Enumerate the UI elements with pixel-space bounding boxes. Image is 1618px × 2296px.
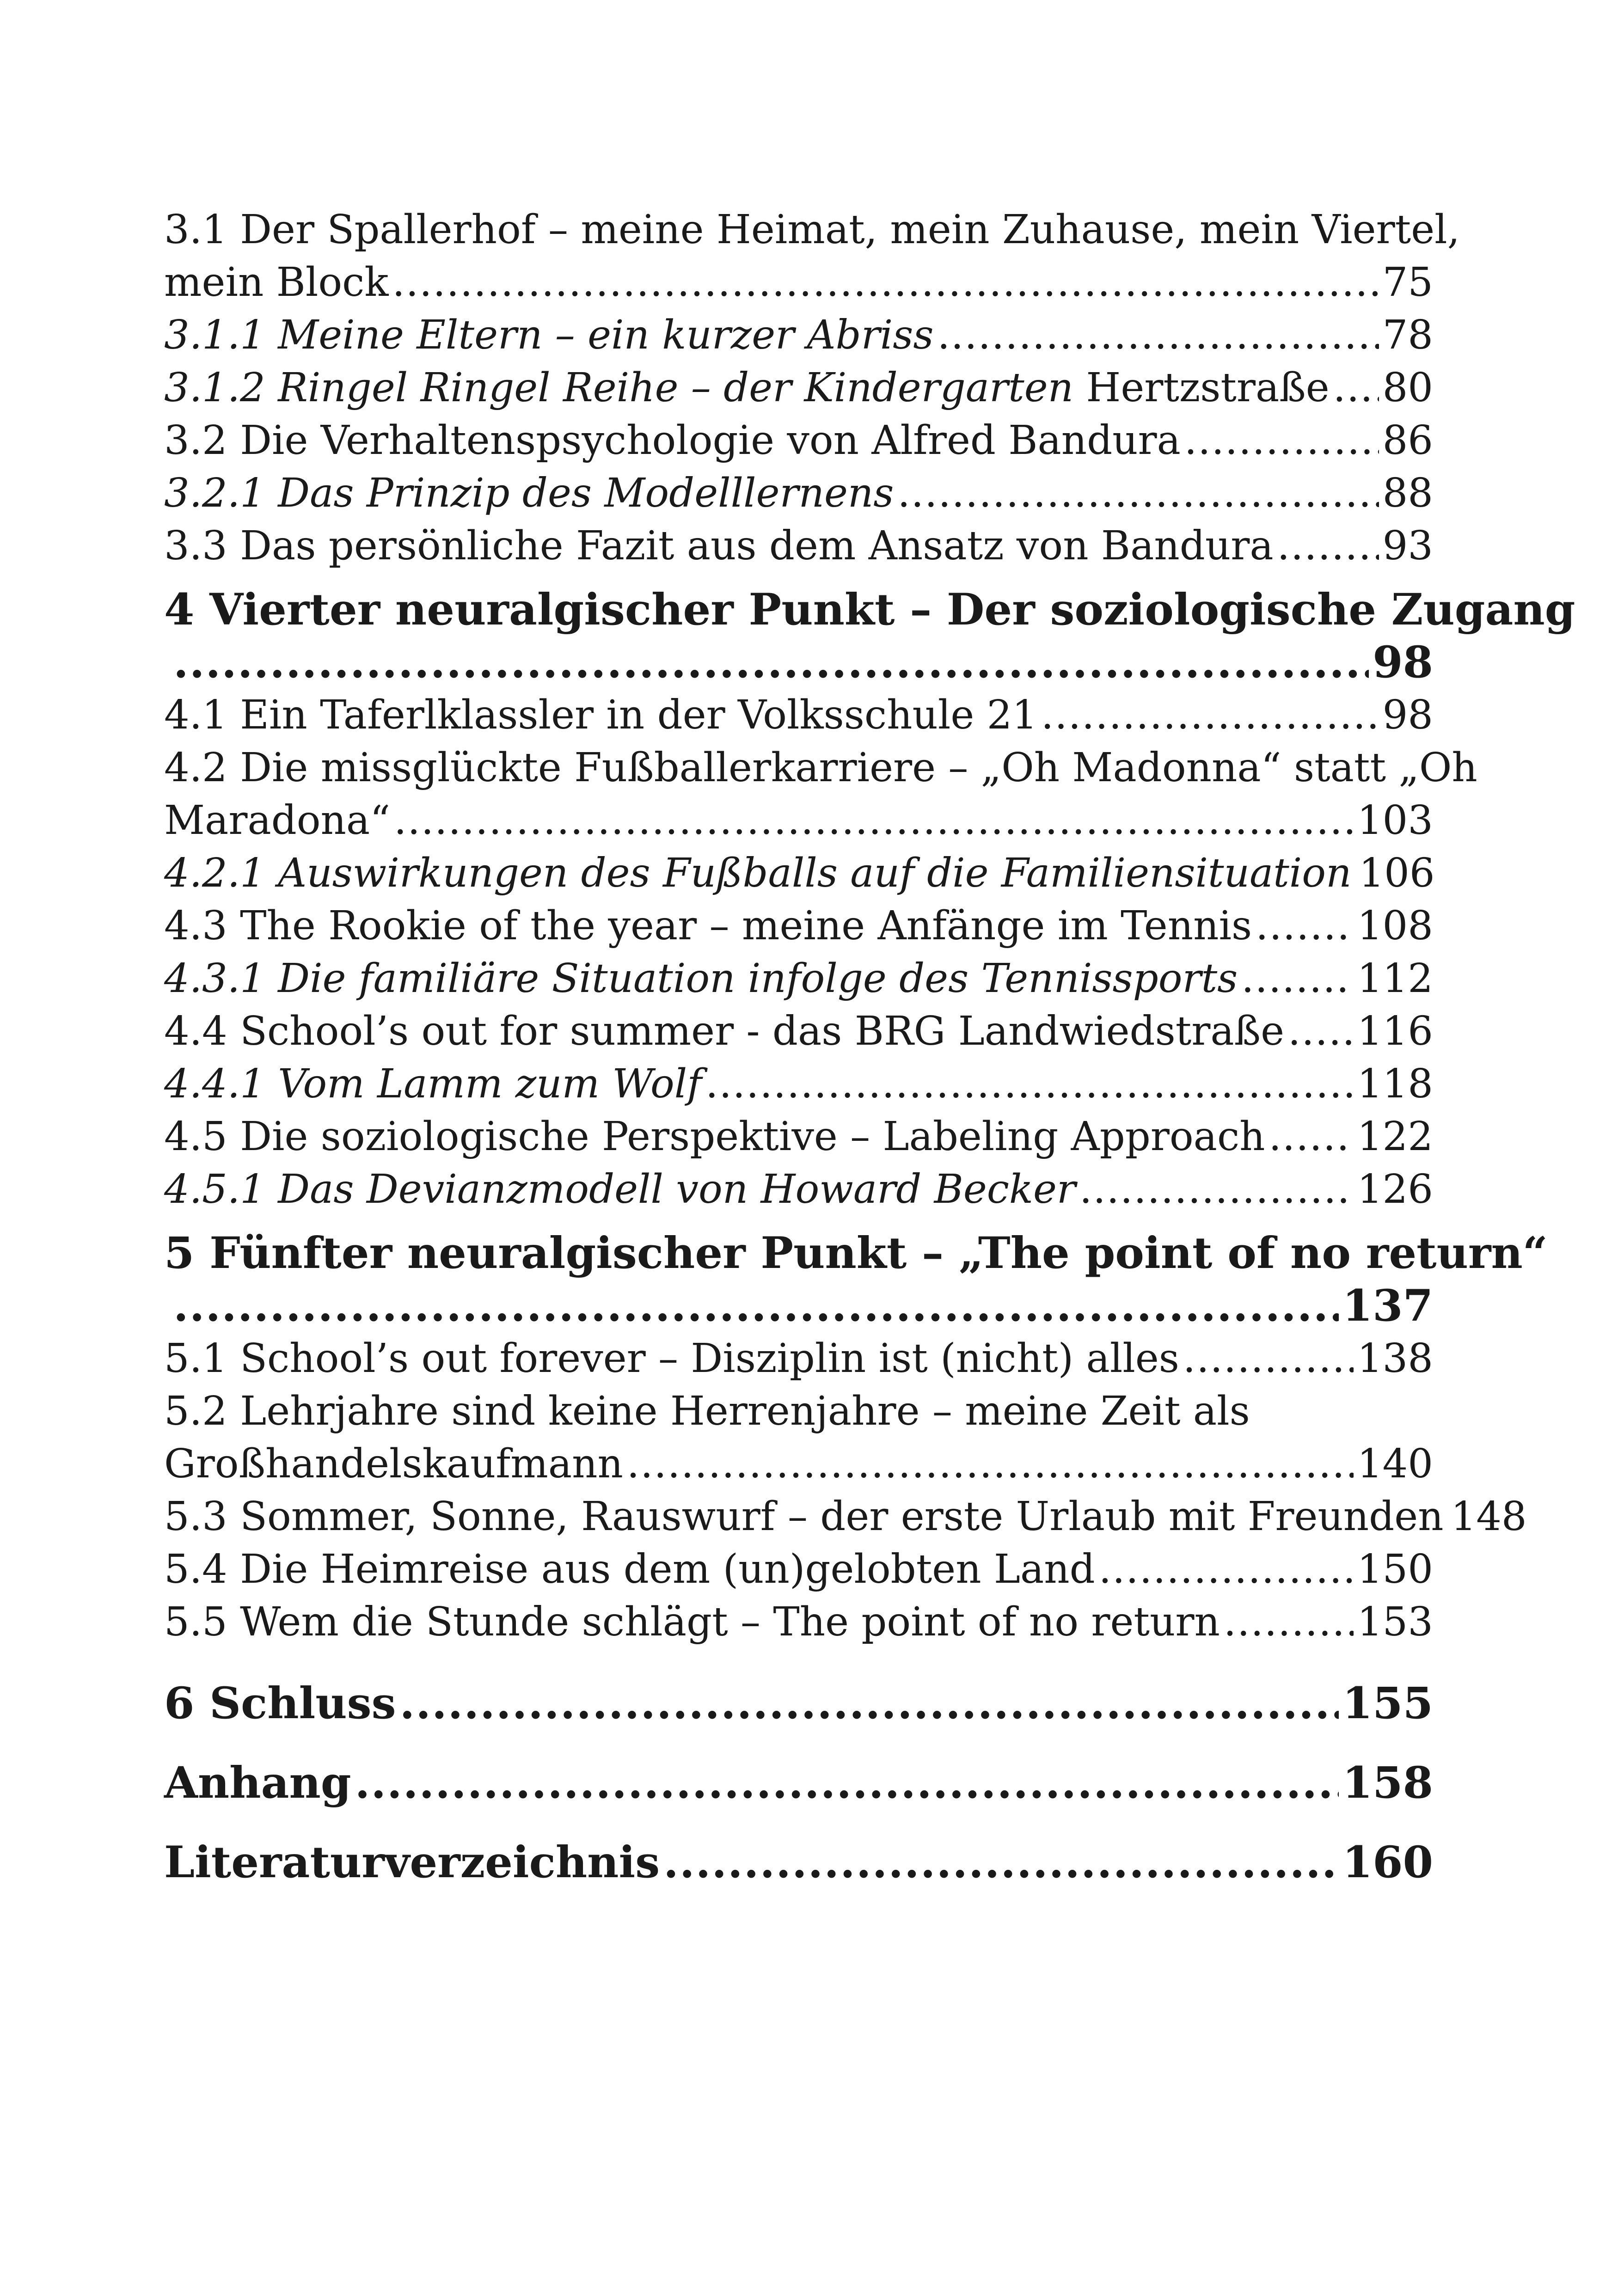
toc-entry-4-5 <box>164 1110 1433 1163</box>
chapter-title: 5 Fünfter neuralgischer Punkt – „The point of no return“ <box>164 1228 1548 1279</box>
toc-entry-label: 3.1.1 Meine Eltern – ein kurzer Abriss <box>164 312 934 358</box>
chapter-title: 6 Schluss <box>164 1678 396 1729</box>
toc-entry-label: 4.5 Die soziologische Perspektive – Labeling Approach <box>164 1114 1265 1160</box>
toc-entry-label: 3.2 Die Verhaltenspsychologie von Alfred Bandura <box>164 417 1181 464</box>
page-number: 106 <box>1359 850 1435 896</box>
table-of-contents <box>164 203 1575 1889</box>
dot-leader <box>173 636 1369 689</box>
toc-entry-3-1-1 <box>164 309 1433 361</box>
toc-entry-3-1-2 <box>164 361 1433 414</box>
toc-entry-label: 5.4 Die Heimreise aus dem (un)gelobten Land <box>164 1546 1095 1592</box>
chapter-title: Anhang <box>164 1757 351 1808</box>
dot-leader <box>1079 1163 1354 1216</box>
toc-entry-4-2-1 <box>164 847 1433 900</box>
dot-leader <box>1224 1596 1354 1648</box>
toc-entry-label-continued: Maradona“ <box>164 797 391 844</box>
page-number: 98 <box>1382 692 1433 738</box>
page-number: 103 <box>1357 797 1433 844</box>
page-number: 138 <box>1357 1335 1433 1382</box>
dot-leader <box>1277 520 1379 572</box>
dot-leader <box>355 1757 1339 1809</box>
toc-entry-label: 5.5 Wem die Stunde schlägt – The point of no return <box>164 1599 1220 1645</box>
page-number: 158 <box>1342 1757 1433 1808</box>
toc-entry-label: 4.3 The Rookie of the year – meine Anfänge im Tennis <box>164 903 1252 949</box>
page-number: 88 <box>1382 470 1433 516</box>
dot-leader <box>1099 1543 1354 1596</box>
page-number: 86 <box>1382 417 1433 464</box>
dot-leader <box>1269 1110 1354 1163</box>
dot-leader <box>1041 689 1379 741</box>
toc-chapter-5 <box>164 1227 1548 1332</box>
toc-entry-3-1 <box>164 203 1460 309</box>
page-number: 155 <box>1342 1678 1433 1729</box>
toc-entry-4-5-1 <box>164 1163 1433 1216</box>
page-number: 75 <box>1382 259 1433 306</box>
dot-leader <box>1184 414 1379 467</box>
dot-leader <box>938 309 1379 361</box>
page-number: 160 <box>1342 1837 1433 1888</box>
toc-entry-5-5 <box>164 1596 1433 1648</box>
toc-entry-label-continued: Großhandelskaufmann <box>164 1441 623 1487</box>
toc-entry-label-continued: mein Block <box>164 259 389 306</box>
page-number: 108 <box>1357 903 1433 949</box>
page-number: 140 <box>1357 1441 1433 1487</box>
toc-chapter-literaturverzeichnis <box>164 1836 1433 1889</box>
toc-entry-3-2 <box>164 414 1433 467</box>
page-number: 137 <box>1342 1280 1433 1331</box>
toc-chapter-4 <box>164 583 1575 689</box>
toc-entry-4-3-1 <box>164 952 1433 1005</box>
toc-entry-label: 5.1 School’s out forever – Disziplin ist (nicht) alles <box>164 1335 1179 1382</box>
page-number: 112 <box>1357 955 1433 1002</box>
toc-entry-4-3 <box>164 900 1433 952</box>
toc-entry-4-1 <box>164 689 1433 741</box>
chapter-title: 4 Vierter neuralgischer Punkt – Der soziologische Zugang <box>164 584 1575 635</box>
dot-leader <box>627 1438 1354 1490</box>
toc-entry-label: 4.2 Die missglückte Fußballerkarriere – „Oh Madonna“ statt „Oh <box>164 745 1477 791</box>
page-number: 80 <box>1382 365 1433 411</box>
page-number: 98 <box>1373 637 1433 688</box>
dot-leader <box>663 1836 1339 1889</box>
dot-leader <box>1333 361 1379 414</box>
dot-leader <box>1256 900 1354 952</box>
toc-entry-4-2 <box>164 741 1477 847</box>
page-number: 78 <box>1382 312 1433 358</box>
toc-entry-label-rest: Hertzstraße <box>1073 365 1330 411</box>
toc-entry-label: 4.4 School’s out for summer - das BRG Landwiedstraße <box>164 1008 1284 1054</box>
page-number: 153 <box>1357 1599 1433 1645</box>
toc-entry-label: 4.2.1 Auswirkungen des Fußballs auf die Familiensituation <box>164 850 1352 896</box>
page-number: 122 <box>1357 1114 1433 1160</box>
toc-chapter-6 <box>164 1677 1433 1730</box>
page-number: 148 <box>1451 1494 1527 1540</box>
toc-entry-label: 5.3 Sommer, Sonne, Rauswurf – der erste Urlaub mit Freunden <box>164 1494 1444 1540</box>
dot-leader <box>1183 1332 1354 1385</box>
toc-entry-5-2 <box>164 1385 1433 1490</box>
toc-entry-4-4-1 <box>164 1058 1433 1110</box>
toc-entry-5-3 <box>164 1490 1527 1543</box>
toc-entry-label: 4.1 Ein Taferlklassler in der Volksschule 21 <box>164 692 1038 738</box>
toc-entry-label: 4.5.1 Das Devianzmodell von Howard Becker <box>164 1166 1076 1212</box>
toc-entry-label: 4.3.1 Die familiäre Situation infolge des Tennissports <box>164 955 1238 1002</box>
dot-leader <box>400 1677 1339 1730</box>
dot-leader <box>173 1280 1339 1332</box>
dot-leader <box>705 1058 1354 1110</box>
page-number: 93 <box>1382 523 1433 569</box>
toc-entry-label: 3.2.1 Das Prinzip des Modelllernens <box>164 470 894 516</box>
page-number: 118 <box>1357 1061 1433 1107</box>
dot-leader <box>897 467 1379 520</box>
toc-entry-5-4 <box>164 1543 1433 1596</box>
chapter-title: Literaturverzeichnis <box>164 1837 660 1888</box>
dot-leader <box>1288 1005 1354 1058</box>
toc-entry-label: 3.3 Das persönliche Fazit aus dem Ansatz von Bandura <box>164 523 1274 569</box>
toc-entry-4-4 <box>164 1005 1433 1058</box>
toc-entry-3-3 <box>164 520 1433 572</box>
toc-chapter-anhang <box>164 1757 1433 1809</box>
page-number: 116 <box>1357 1008 1433 1054</box>
toc-entry-3-2-1 <box>164 467 1433 520</box>
dot-leader <box>1241 952 1354 1005</box>
dot-leader <box>392 256 1379 309</box>
dot-leader <box>394 794 1354 847</box>
toc-entry-label: 5.2 Lehrjahre sind keine Herrenjahre – meine Zeit als <box>164 1388 1250 1434</box>
toc-entry-label: 4.4.1 Vom Lamm zum Wolf <box>164 1061 702 1107</box>
toc-entry-5-1 <box>164 1332 1433 1385</box>
toc-entry-label: 3.1 Der Spallerhof – meine Heimat, mein Zuhause, mein Viertel, <box>164 207 1460 253</box>
page-number: 126 <box>1357 1166 1433 1212</box>
toc-entry-label: 3.1.2 Ringel Ringel Reihe – der Kindergarten <box>164 365 1073 411</box>
page-number: 150 <box>1357 1546 1433 1592</box>
